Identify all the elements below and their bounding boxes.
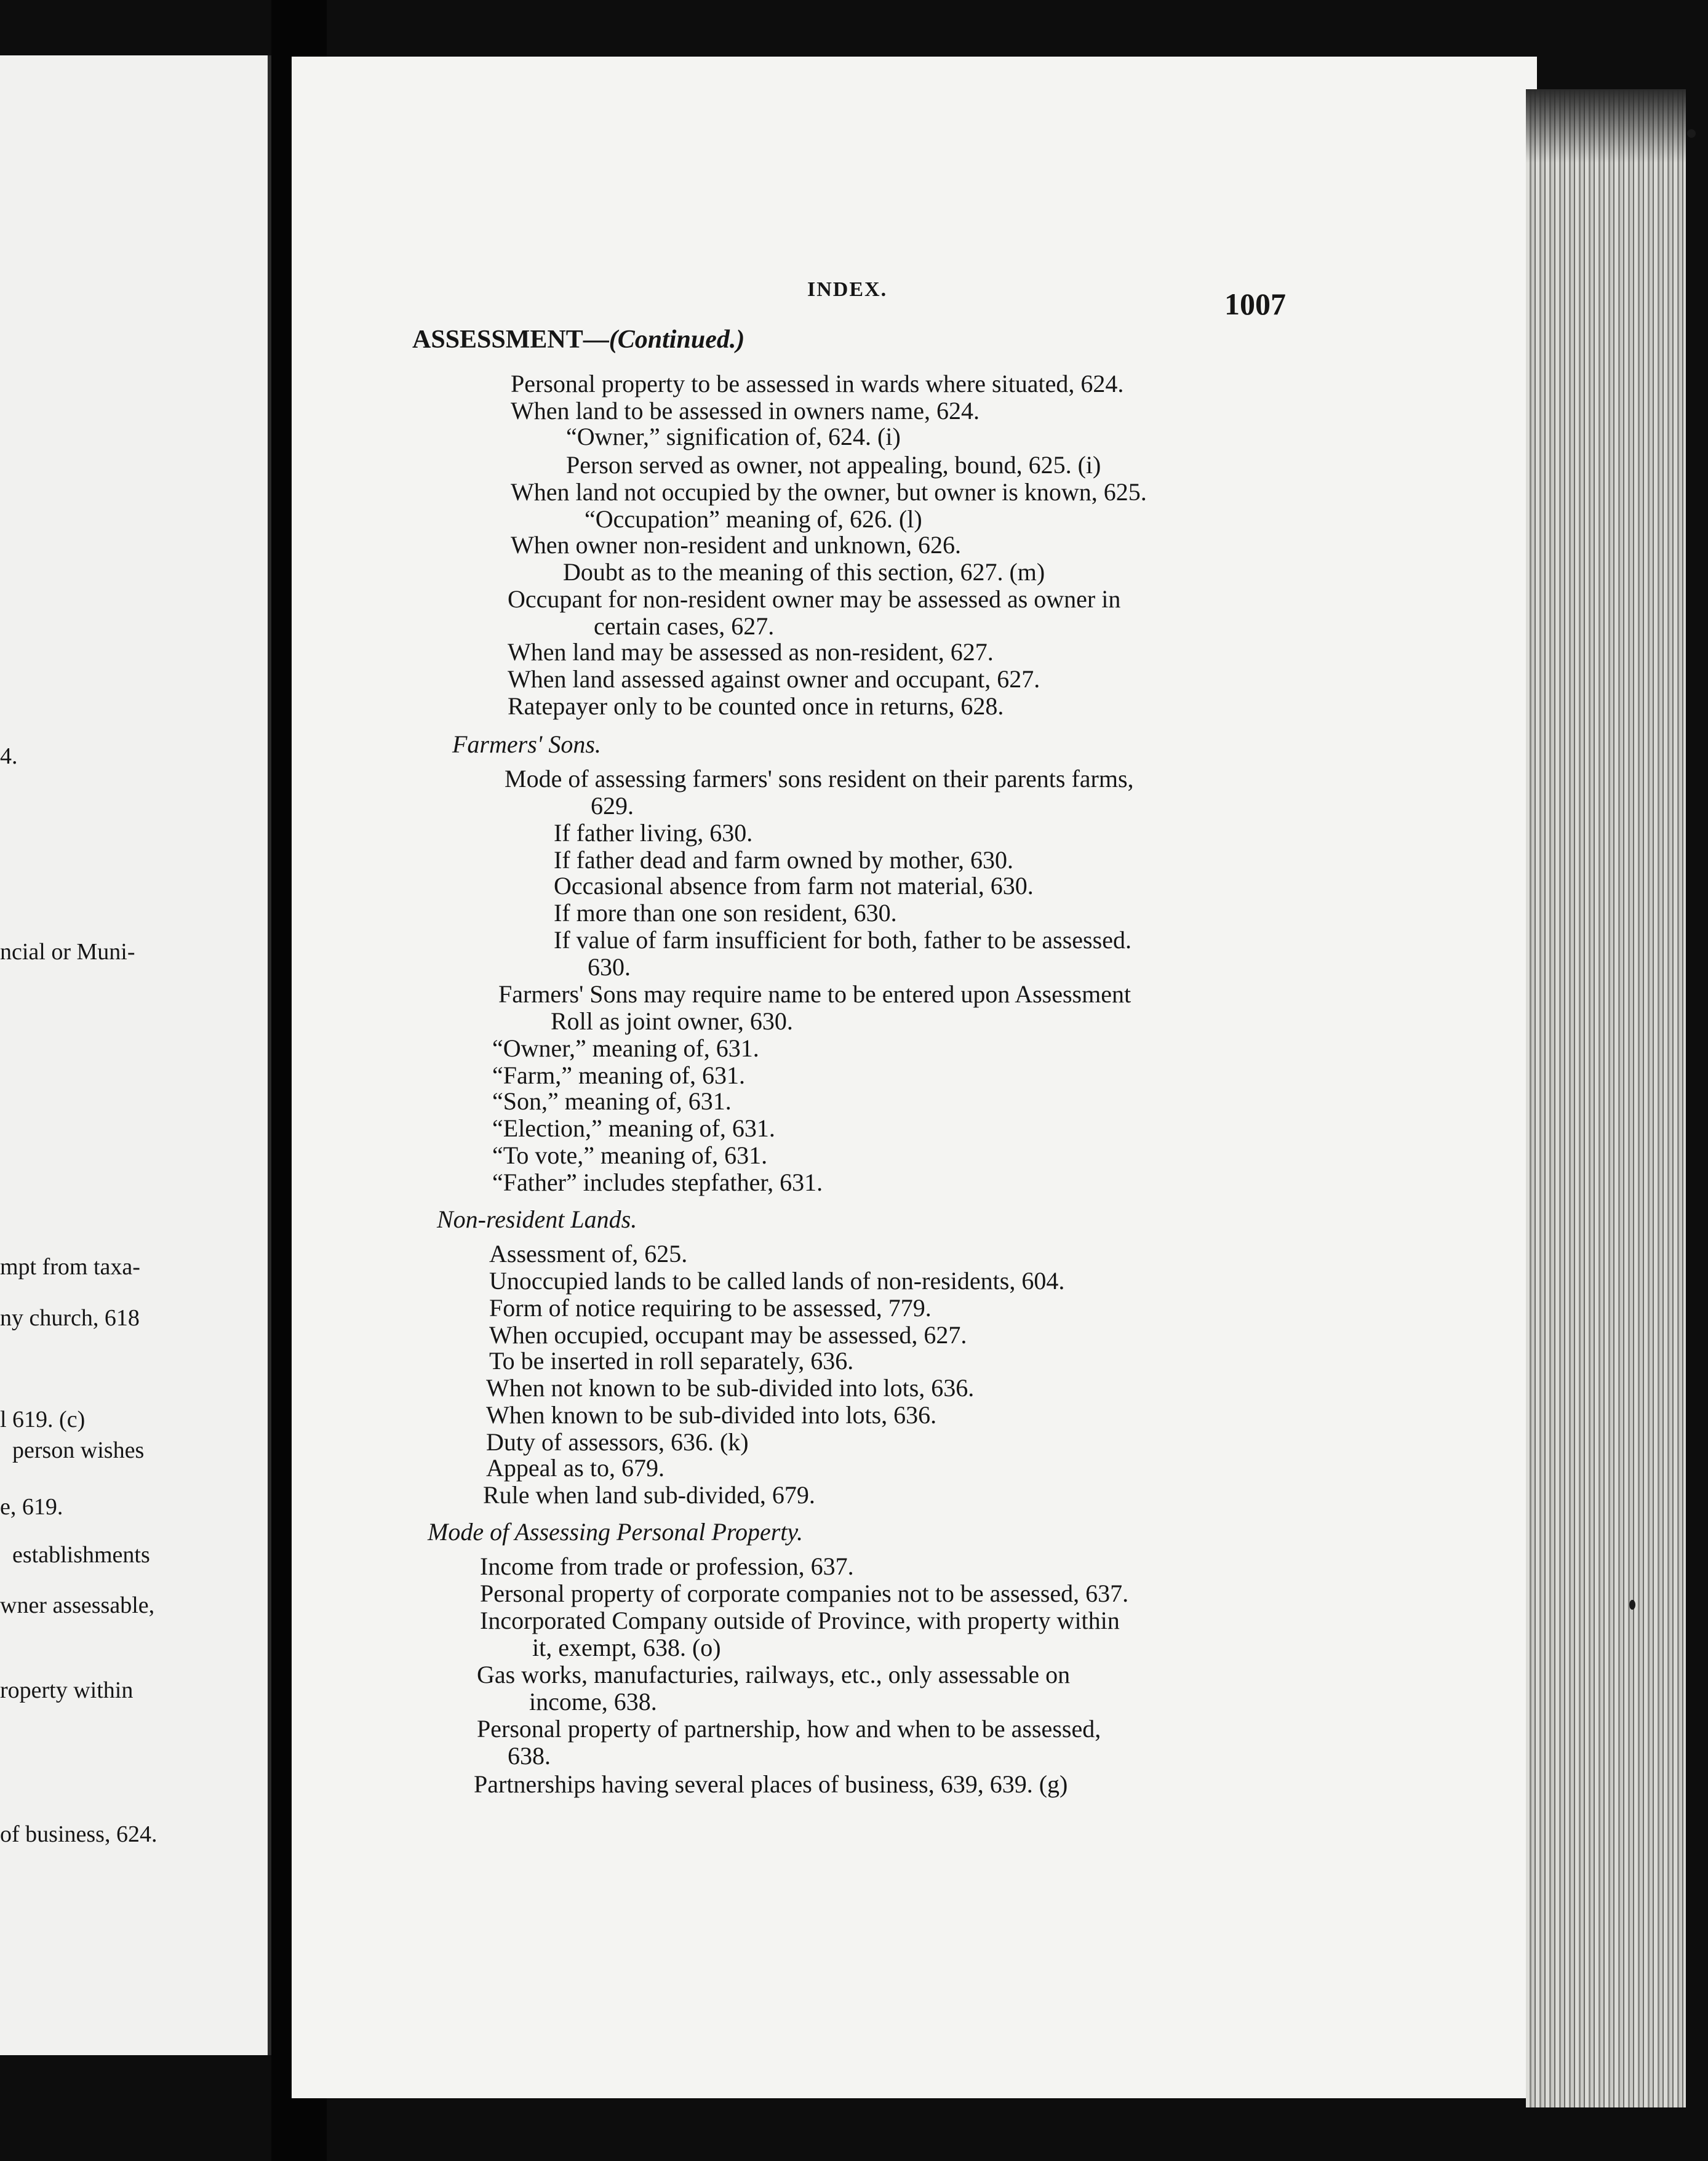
page-edges-shadow [1526, 89, 1686, 163]
index-line: “Occupation” meaning of, 626. (l) [585, 505, 922, 533]
index-line: When land to be assessed in owners name, 624. [511, 397, 980, 425]
index-line: Farmers' Sons may require name to be entered upon Assessment [498, 980, 1131, 1008]
index-line: Doubt as to the meaning of this section, 627. (m) [563, 558, 1045, 586]
subheading-farmers-sons: Farmers' Sons. [452, 730, 601, 758]
index-line: When not known to be sub-divided into lots, 636. [486, 1374, 975, 1402]
index-line: Duty of assessors, 636. (k) [486, 1428, 749, 1456]
facing-page-fragment: e, 619. [0, 1494, 63, 1520]
facing-page-fragment: of business, 624. [0, 1821, 158, 1847]
index-line: Personal property of partnership, how and when to be assessed, [477, 1715, 1101, 1743]
index-line: When land assessed against owner and occupant, 627. [508, 665, 1040, 693]
index-line: “Owner,” meaning of, 631. [492, 1034, 759, 1062]
index-line: Partnerships having several places of business, 639, 639. (g) [474, 1770, 1068, 1798]
index-line: Occupant for non-resident owner may be assessed as owner in [508, 585, 1121, 613]
index-line: If father dead and farm owned by mother, 630. [554, 846, 1014, 874]
facing-page [0, 55, 271, 2055]
index-line: Roll as joint owner, 630. [551, 1007, 793, 1035]
index-line: Occasional absence from farm not material, 630. [554, 872, 1034, 900]
index-line: income, 638. [529, 1688, 657, 1716]
index-line: Unoccupied lands to be called lands of non-residents, 604. [489, 1267, 1065, 1295]
index-line: Appeal as to, 679. [486, 1454, 664, 1482]
index-line: If father living, 630. [554, 819, 753, 847]
index-line: Incorporated Company outside of Province, with property within [480, 1607, 1120, 1634]
index-line: When known to be sub-divided into lots, 636. [486, 1401, 937, 1429]
facing-page-fragment: establishments [12, 1542, 150, 1568]
entry-continued: (Continued.) [609, 326, 745, 354]
index-line: Personal property of corporate companies not to be assessed, 637. [480, 1580, 1129, 1607]
index-line: When land not occupied by the owner, but owner is known, 625. [511, 478, 1147, 506]
index-line: Form of notice requiring to be assessed, 779. [489, 1294, 932, 1322]
subheading-personal-property: Mode of Assessing Personal Property. [428, 1518, 803, 1546]
facing-page-fragment: l 619. (c) [0, 1407, 86, 1432]
index-line: When occupied, occupant may be assessed, 627. [489, 1321, 967, 1349]
index-line: it, exempt, 638. (o) [532, 1634, 721, 1661]
index-line: “Son,” meaning of, 631. [492, 1087, 732, 1115]
facing-page-fragment: person wishes [12, 1437, 145, 1463]
ink-speck [1687, 129, 1696, 138]
index-line: “To vote,” meaning of, 631. [492, 1141, 768, 1169]
index-line: “Farm,” meaning of, 631. [492, 1061, 745, 1089]
index-line: Gas works, manufacturies, railways, etc., only assessable on [477, 1661, 1071, 1688]
page-number: 1007 [1224, 287, 1286, 321]
entry-heading [412, 325, 744, 354]
index-line: If value of farm insufficient for both, father to be assessed. [554, 926, 1131, 954]
index-line: “Father” includes stepfather, 631. [492, 1168, 823, 1196]
index-line: Person served as owner, not appealing, bound, 625. (i) [566, 451, 1101, 479]
facing-page-fragment: 4. [0, 743, 18, 769]
ink-speck [1629, 1600, 1635, 1610]
facing-page-fragment: mpt from taxa- [0, 1254, 140, 1280]
index-line: When owner non-resident and unknown, 626. [511, 531, 962, 559]
facing-page-fragment: ny church, 618 [0, 1305, 140, 1331]
index-line: “Election,” meaning of, 631. [492, 1114, 775, 1142]
index-line: Personal property to be assessed in wards where situated, 624. [511, 370, 1124, 397]
subheading-non-resident-lands: Non-resident Lands. [437, 1205, 637, 1233]
index-line: Assessment of, 625. [489, 1240, 688, 1268]
index-line: If more than one son resident, 630. [554, 899, 897, 927]
index-line: 629. [591, 792, 634, 820]
facing-page-fragment: ncial or Muni- [0, 939, 135, 965]
facing-page-fragment: wner assessable, [0, 1592, 155, 1618]
index-line: To be inserted in roll separately, 636. [489, 1347, 854, 1375]
running-head: INDEX. [807, 278, 888, 301]
facing-page-fragment: roperty within [0, 1677, 134, 1703]
index-line: Rule when land sub-divided, 679. [483, 1481, 815, 1509]
index-line: certain cases, 627. [594, 612, 775, 640]
entry-title: ASSESSMENT— [412, 326, 609, 354]
index-line: When land may be assessed as non-resident, 627. [508, 638, 994, 666]
index-line: “Owner,” signification of, 624. (i) [566, 423, 901, 450]
page-edges [1526, 89, 1686, 2107]
index-line: Ratepayer only to be counted once in returns, 628. [508, 692, 1004, 720]
index-line: Mode of assessing farmers' sons resident on their parents farms, [505, 765, 1134, 793]
index-line: 630. [588, 953, 631, 981]
index-line: Income from trade or profession, 637. [480, 1552, 854, 1580]
index-line: 638. [508, 1742, 551, 1770]
